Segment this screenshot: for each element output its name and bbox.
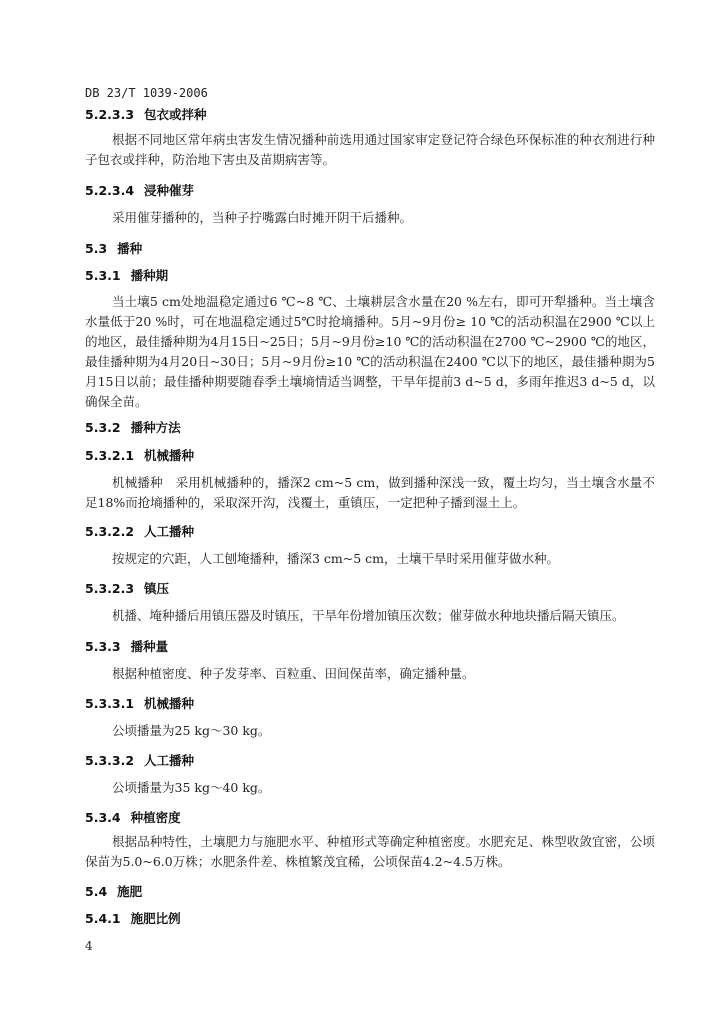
heading-5-2-3-3 (85, 105, 207, 123)
section-number: 5.3.2.1 (85, 448, 135, 463)
section-title: 播种 (117, 241, 143, 256)
paragraph-5-3-4: 根据品种特性，土壤肥力与施肥水平、种植形式等确定种植密度。水肥充足、株型收敛宜密，公顷保苗为5.0~6.0万株；水肥条件差、株植繁茂宜稀，公顷保苗4.2~4.5万株。 (85, 834, 655, 869)
section-number: 5.2.3.3 (85, 107, 135, 122)
heading-5-3-2-1 (85, 446, 194, 464)
section-title: 播种量 (130, 639, 169, 654)
heading-5-3 (85, 239, 142, 257)
heading-5-3-3-1 (85, 694, 194, 712)
paragraph-5-3-2-1: 机械播种 采用机械播种的，播深2 cm~5 cm，做到播种深浅一致，覆土均匀，当土壤含水量不足18%而抢墒播种的，采取深开沟，浅覆土，重镇压，一定把种子播到湿土上。 (85, 475, 655, 510)
heading-5-3-2-2 (85, 522, 194, 540)
paragraph-5-2-3-4: 采用催芽播种的，当种子拧嘴露白时摊开阴干后播种。 (112, 210, 413, 225)
section-title: 机械播种 (144, 448, 195, 463)
section-number: 5.4.1 (85, 911, 121, 926)
section-number: 5.2.3.4 (85, 183, 135, 198)
section-number: 5.3.3.1 (85, 696, 135, 711)
heading-5-3-2-3 (85, 579, 169, 597)
section-number: 5.3.1 (85, 268, 121, 283)
section-number: 5.3.3 (85, 639, 121, 654)
heading-5-3-4 (85, 808, 181, 826)
paragraph-5-3-3-2: 公顷播量为35 kg～40 kg。 (112, 780, 271, 795)
section-title: 机械播种 (144, 696, 195, 711)
section-number: 5.3 (85, 241, 108, 256)
section-number: 5.3.2 (85, 420, 121, 435)
paragraph-5-3-3: 根据种植密度、种子发芽率、百粒重、田间保苗率，确定播种量。 (112, 666, 475, 681)
heading-5-3-3-2 (85, 751, 194, 769)
paragraph-5-2-3-3: 根据不同地区常年病虫害发生情况播种前选用通过国家审定登记符合绿色环保标准的种衣剂进行种子包衣或拌种，防治地下害虫及苗期病害等。 (85, 132, 655, 167)
paragraph-5-3-1: 当土壤5 cm处地温稳定通过6 ℃~8 ℃、土壤耕层含水量在20 %左右，即可开犁播种。当土壤含水量低于20 %时，可在地温稳定通过5℃时抢墒播种。5月~9月份≥ 10 ℃的活动积温在2900 ℃以上的地区，最佳播种期为4月15日~25日；5月~9月份≥10 ℃的活动积温在2700 ℃~2900 ℃的地区，最佳播种期为4月20日~30日；5月~9月份≥10 ℃的活动积温在2400 ℃以下的地区，最佳播种期为5月15日以前；最佳播种期要随春季土壤墒情适当调整，干旱年提前3 d~5 d，多雨年推迟3 d~5 d，以确保全苗。 (85, 294, 655, 409)
section-number: 5.3.2.3 (85, 581, 135, 596)
section-title: 镇压 (144, 581, 170, 596)
paragraph-5-3-2-2: 按规定的穴距，人工刨埯播种，播深3 cm~5 cm，土壤干旱时采用催芽做水种。 (112, 551, 560, 566)
heading-5-3-1 (85, 266, 168, 284)
heading-5-3-2 (85, 418, 181, 436)
section-number: 5.3.2.2 (85, 524, 135, 539)
heading-5-3-3 (85, 637, 168, 655)
section-title: 播种方法 (130, 420, 181, 435)
page-number: 4 (85, 939, 93, 953)
section-title: 人工播种 (144, 753, 195, 768)
section-number: 5.3.3.2 (85, 753, 135, 768)
section-title: 施肥比例 (130, 911, 181, 926)
heading-5-4 (85, 882, 142, 900)
section-title: 播种期 (130, 268, 169, 283)
heading-5-4-1 (85, 909, 181, 927)
section-number: 5.4 (85, 884, 108, 899)
paragraph-5-3-3-1: 公顷播量为25 kg～30 kg。 (112, 723, 271, 738)
heading-5-2-3-4 (85, 181, 194, 199)
section-title: 施肥 (117, 884, 143, 899)
document-id: DB 23/T 1039-2006 (85, 86, 208, 100)
section-title: 浸种催芽 (144, 183, 195, 198)
section-title: 包衣或拌种 (144, 107, 207, 122)
paragraph-5-3-2-3: 机播、埯种播后用镇压器及时镇压，干旱年份增加镇压次数；催芽做水种地块播后隔天镇压。 (112, 608, 625, 623)
section-title: 种植密度 (130, 810, 181, 825)
section-title: 人工播种 (144, 524, 195, 539)
section-number: 5.3.4 (85, 810, 121, 825)
